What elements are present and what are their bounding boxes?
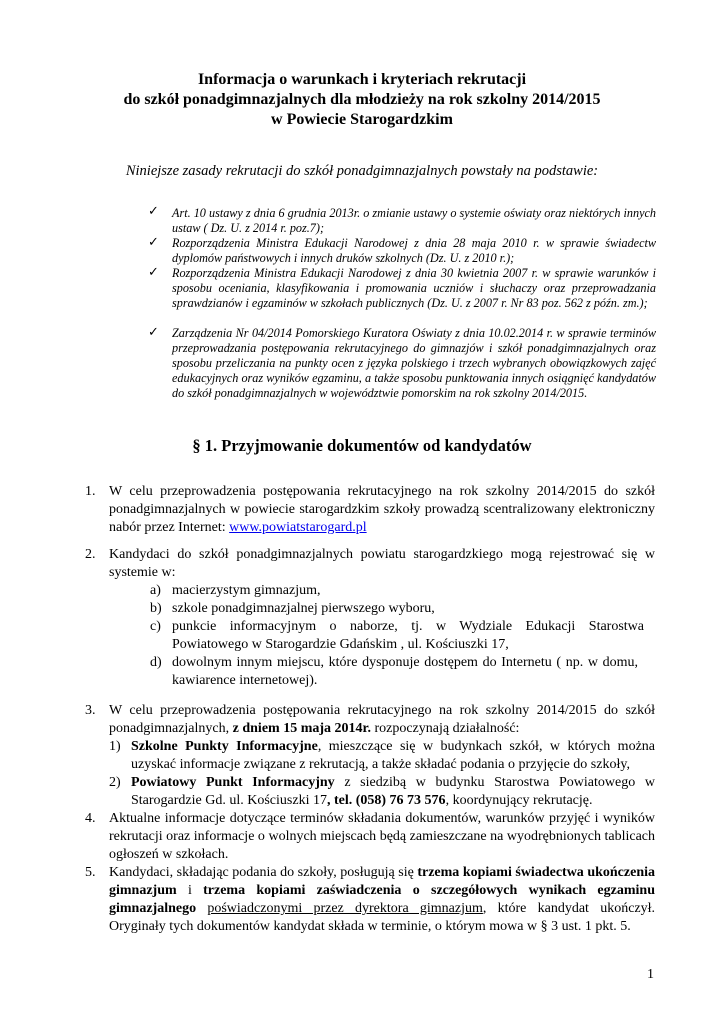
basis-item-3: Rozporządzenia Ministra Edukacji Narodowej z dnia 30 kwietnia 2007 r. w sprawie warunków i sposobu oceniania, klasyfikowania i promowania uczniów i słuchaczy oraz przeprowadzania sprawdzianów i egzaminów w szkołach publicznych (Dz. U. z 2007 r. Nr 83 poz. 562 z późn. zm.);: [172, 266, 656, 310]
sub-item-d: dowolnym innym miejscu, które dysponuje dostępem do Internetu ( np. w domu, kawiarence internetowej).: [172, 655, 638, 688]
intro-text: Niniejsze zasady rekrutacji do szkół ponadgimnazjalnych powstały na podstawie:: [125, 163, 599, 179]
sub-label: b): [150, 601, 162, 616]
sub-label: d): [150, 655, 162, 670]
item-5-bold-b: trzema kopiami zaświadczenia o szczegółowych wynikach egzaminu gimnazjalnego: [109, 883, 655, 916]
item-number: 2.: [85, 547, 96, 562]
basis-item-1: Art. 10 ustawy z dnia 6 grudnia 2013r. o zmianie ustawy o systemie oświaty oraz niektórych innych ustaw ( Dz. U. z 2014 r. poz.7);: [172, 206, 656, 235]
check-icon: ✓: [148, 203, 159, 218]
website-link[interactable]: www.powiatstarogard.pl: [229, 520, 367, 535]
item-5-text-b: i: [176, 883, 204, 898]
item-2-text: Kandydaci do szkół ponadgimnazjalnych powiatu starogardzkiego mogą rejestrować się w systemie w:: [109, 547, 655, 580]
check-icon: ✓: [148, 264, 159, 279]
sub-item-1-bold: Szkolne Punkty Informacyjne: [131, 739, 318, 754]
sub-label: 1): [109, 739, 121, 754]
basis-item-4: Zarządzenia Nr 04/2014 Pomorskiego Kuratora Oświaty z dnia 10.02.2014 r. w sprawie terminów przeprowadzania postępowania rekrutacyjnego do gimnazjów i szkół ponadgimnazjalnych oraz sposobu przeliczania na punkty ocen z języka polskiego i trzech wybranych obowiązkowych zajęć edukacyjnych oraz wyników egzaminu, a także sposobu punktowania innych osiągnięć kandydatów do szkół ponadgimnazjalnych w województwie pomorskim na rok szkolny 2014/2015.: [172, 326, 656, 400]
sub-label: c): [150, 619, 161, 634]
item-1-text: [109, 483, 655, 537]
sub-item-2-text-a: z siedzibą w budynku Starostwa Powiatowego w Starogardzie Gd. ul. Kościuszki 17: [131, 775, 655, 808]
title-line-2: do szkół ponadgimnazjalnych dla młodzieży na rok szkolny 2014/2015: [123, 91, 601, 108]
item-number: 4.: [85, 811, 96, 826]
item-5-underline: poświadczonymi przez dyrektora gimnazjum: [207, 901, 483, 916]
item-number: 3.: [85, 703, 96, 718]
section-heading: § 1. Przyjmowanie dokumentów od kandydatów: [192, 436, 532, 455]
item-5-text-a: Kandydaci, składając podania do szkoły, posługują się: [109, 865, 418, 880]
item-4-text: Aktualne informacje dotyczące terminów składania dokumentów, warunków przyjęć i wyników rekrutacji oraz informacje o wolnych miejscach będą zamieszczane na wyodrębnionych tablicach ogłoszeń w szkołach.: [109, 811, 655, 862]
item-1-body: W celu przeprowadzenia postępowania rekrutacyjnego na rok szkolny 2014/2015 do szkół ponadgimnazjalnych w powiecie starogardzkim szkoły prowadzą scentralizowany elektroniczny nabór przez Internet:: [109, 484, 655, 535]
sub-item-1: [131, 738, 655, 774]
sub-label: 2): [109, 775, 121, 790]
check-icon: ✓: [148, 234, 159, 249]
item-number: 1.: [85, 484, 96, 499]
sub-item-c: punkcie informacyjnym o naborze, tj. w Wydziale Edukacji Starostwa Powiatowego w Starogardzie Gdańskim , ul. Kościuszki 17,: [172, 619, 644, 652]
item-5-bold-a: trzema kopiami świadectwa ukończenia gimnazjum: [109, 865, 655, 898]
sub-item-a: macierzystym gimnazjum,: [172, 583, 321, 598]
sub-item-2-bold: Powiatowy Punkt Informacyjny: [131, 775, 335, 790]
item-5-text-c: [196, 901, 207, 916]
basis-item-2: Rozporządzenia Ministra Edukacji Narodowej z dnia 28 maja 2010 r. w sprawie świadectw dyplomów państwowych i innych druków szkolnych (Dz. U. z 2010 r.);: [172, 236, 656, 265]
title-line-3: w Powiecie Starogardzkim: [271, 111, 453, 128]
item-3-body-b: rozpoczynają działalność:: [370, 721, 520, 736]
check-icon: ✓: [148, 324, 159, 339]
sub-label: a): [150, 583, 161, 598]
sub-item-b: szkole ponadgimnazjalnej pierwszego wyboru,: [172, 601, 435, 616]
sub-item-2-phone: , tel. (058) 76 73 576: [326, 793, 446, 808]
page-number: 1: [647, 967, 654, 982]
item-5-text-d: , które kandydat ukończył. Oryginały tych dokumentów kandydat składa w terminie, o którym mowa w § 3 ust. 1 pkt. 5.: [109, 901, 656, 934]
sub-item-2-text-b: , koordynujący rekrutację.: [445, 793, 593, 808]
item-3-date: z dniem 15 maja 2014r.: [232, 721, 371, 736]
title-line-1: Informacja o warunkach i kryteriach rekrutacji: [197, 71, 527, 88]
sub-item-1-text: , mieszczące się w budynkach szkół, w których można uzyskać informacje związane z rekrutacją, a także składać podania o przyjęcie do szkoły,: [131, 739, 655, 772]
item-3-text: [109, 702, 655, 738]
sub-item-2: [131, 774, 655, 810]
item-3-body-a: W celu przeprowadzenia postępowania rekrutacyjnego na rok szkolny 2014/2015 do szkół ponadgimnazjalnych,: [109, 703, 655, 736]
item-5-text: [109, 864, 655, 936]
item-number: 5.: [85, 865, 96, 880]
